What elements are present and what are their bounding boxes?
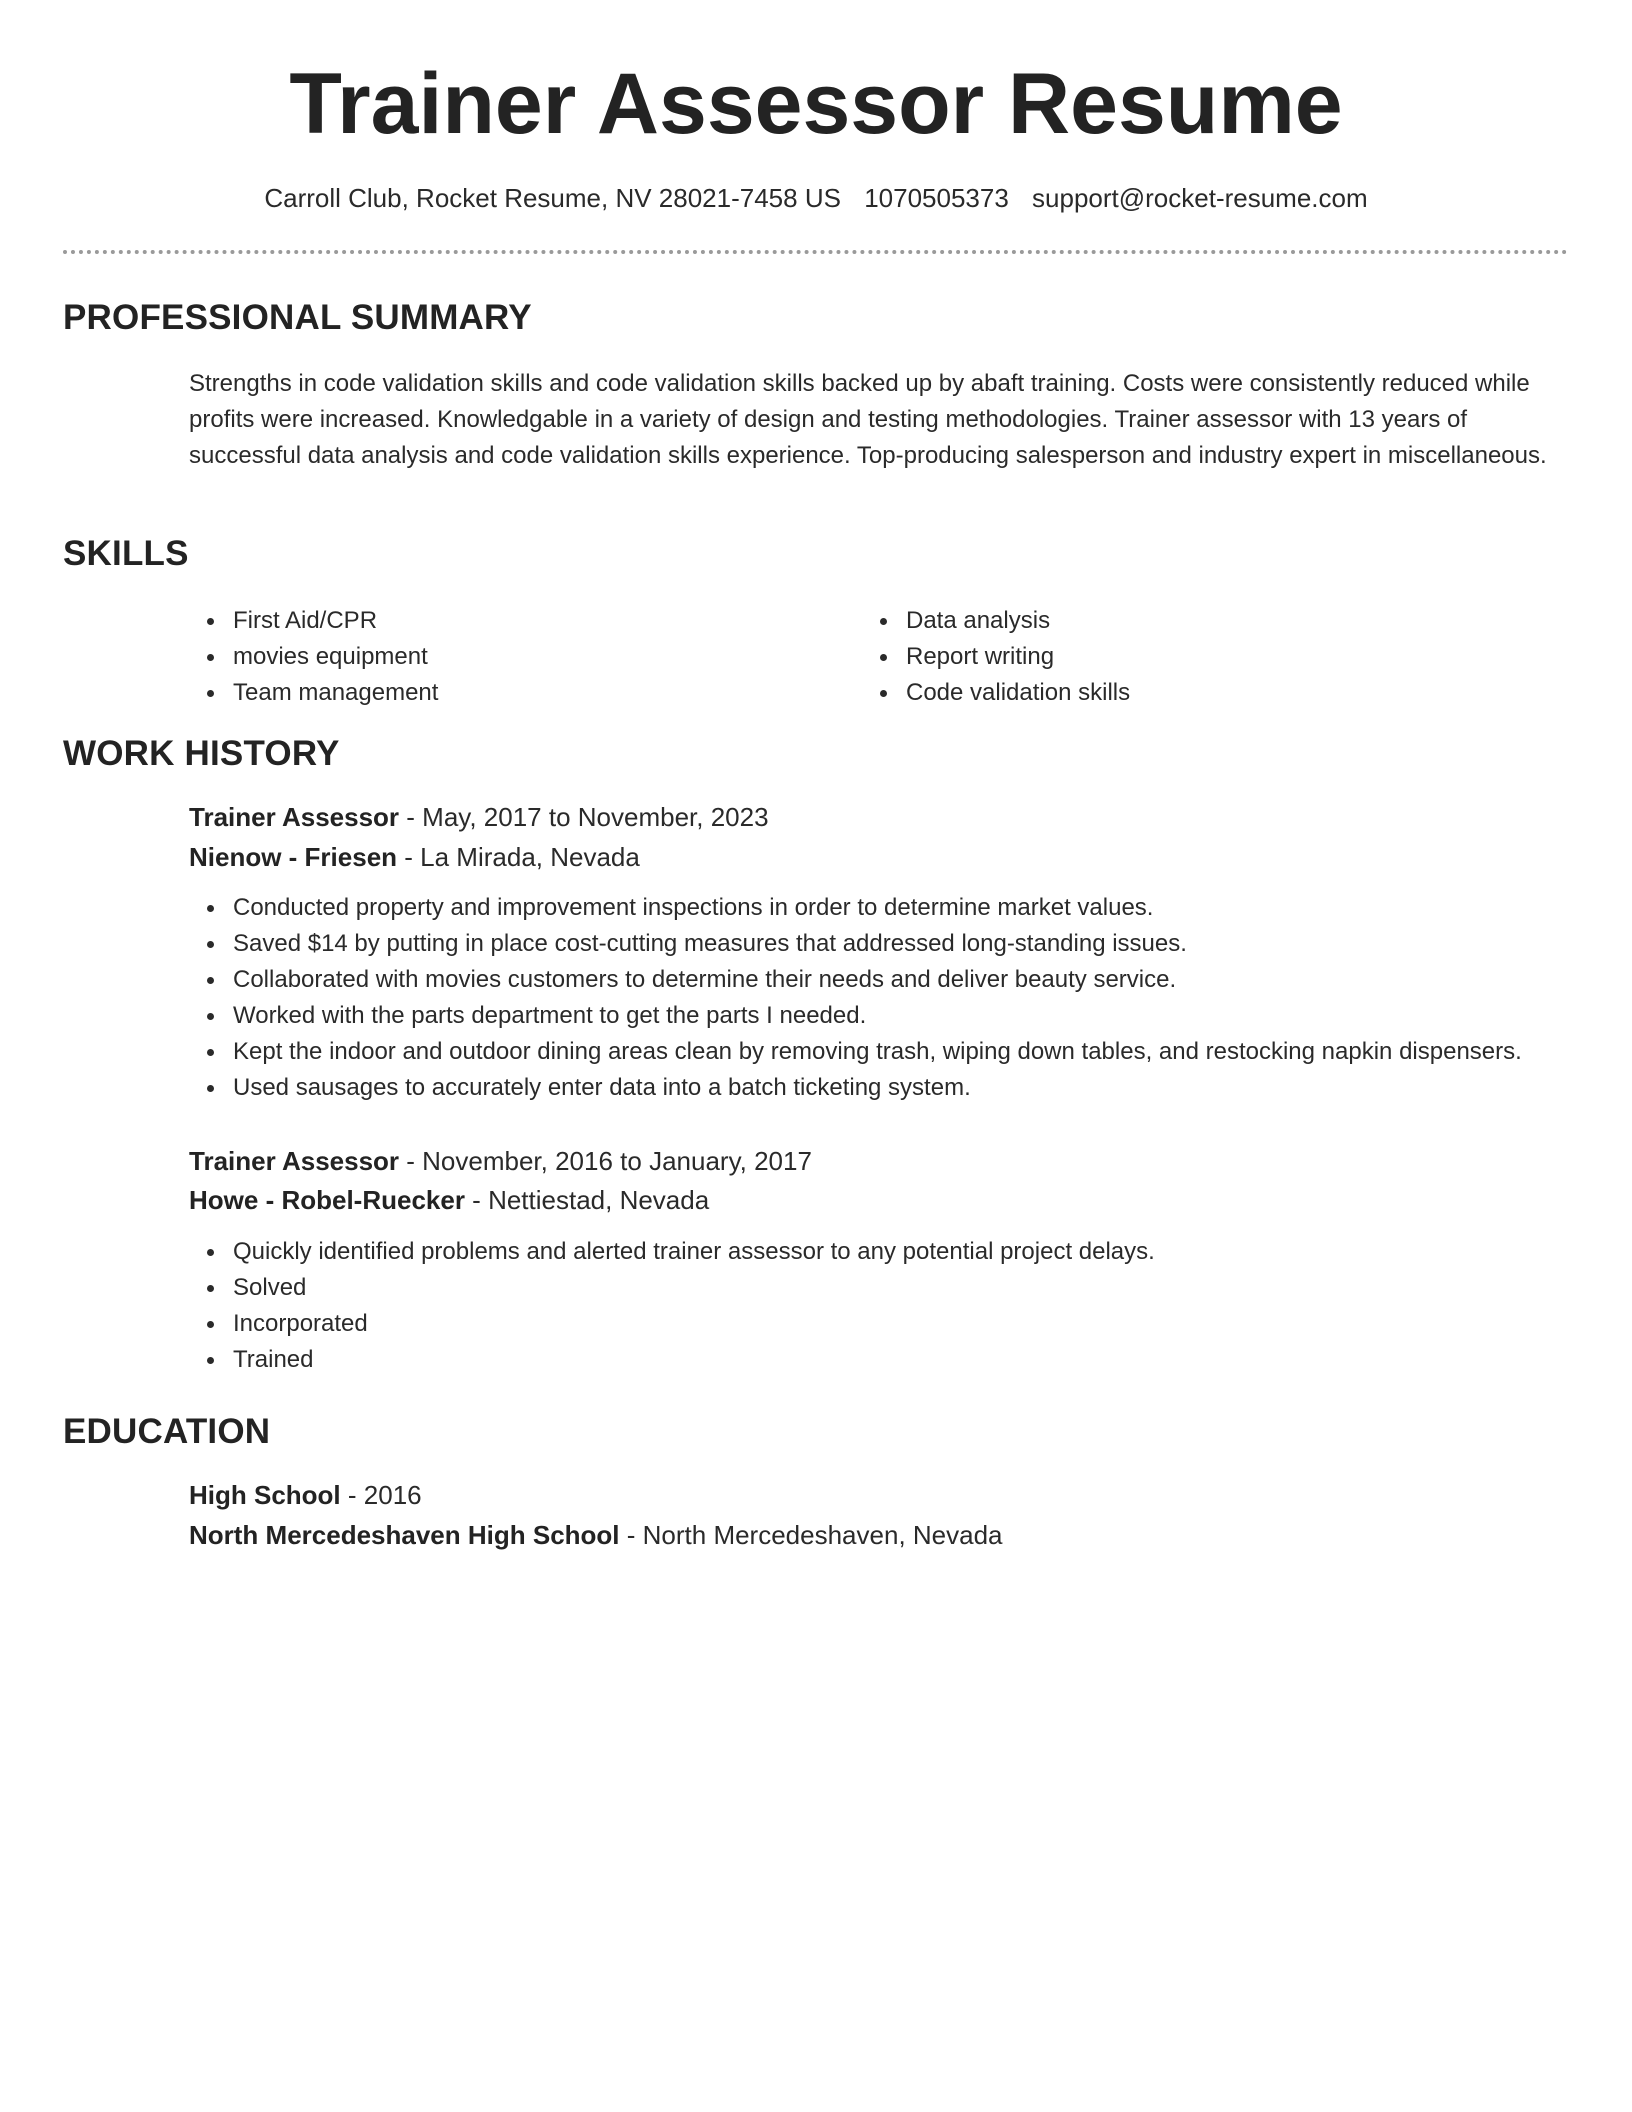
skill-item: Team management	[189, 675, 829, 711]
job-company-line: Howe - Robel-Ruecker - Nettiestad, Nevada	[189, 1185, 710, 1215]
skill-item: First Aid/CPR	[189, 603, 829, 639]
skills-heading: SKILLS	[63, 534, 189, 573]
header-divider	[63, 250, 1568, 254]
job-bullet: Used sausages to accurately enter data into a batch ticketing system.	[189, 1070, 1589, 1106]
job-company: Howe - Robel-Ruecker	[189, 1185, 465, 1215]
resume-title: Trainer Assessor Resume	[289, 56, 1343, 152]
job-title-line: Trainer Assessor - November, 2016 to January, 2017	[189, 1146, 812, 1176]
job-dates: November, 2016 to January, 2017	[422, 1146, 812, 1176]
education-location: North Mercedeshaven, Nevada	[642, 1520, 1003, 1550]
summary-text: Strengths in code validation skills and code validation skills backed up by abaft training. Costs were consistently reduced while profits were increased. Knowledgable in a variety of design and testing methodologies. Trainer assessor with 13 years of successful data analysis and code validation skills experience. Top-producing salesperson and industry expert in miscellaneous.	[189, 370, 1547, 469]
job-bullet: Incorporated	[189, 1306, 1589, 1342]
job-location: La Mirada, Nevada	[420, 842, 640, 872]
contact-email: support@rocket-resume.com	[1032, 183, 1368, 213]
education-year: 2016	[363, 1480, 422, 1510]
job-position: Trainer Assessor	[189, 1146, 400, 1176]
job-bullet: Trained	[189, 1342, 1589, 1378]
job-bullets	[189, 1234, 1589, 1378]
job-bullets	[189, 890, 1589, 1106]
education-heading: EDUCATION	[63, 1412, 271, 1451]
contact-line	[0, 180, 1632, 216]
summary-heading: PROFESSIONAL SUMMARY	[63, 298, 532, 337]
contact-phone: 1070505373	[864, 183, 1009, 213]
education-degree: High School	[189, 1480, 341, 1510]
job-bullet: Worked with the parts department to get the parts I needed.	[189, 998, 1589, 1034]
contact-address: Carroll Club, Rocket Resume, NV 28021-7458 US	[264, 183, 841, 213]
education-school: North Mercedeshaven High School	[189, 1520, 620, 1550]
education-degree-line: High School - 2016	[189, 1480, 422, 1510]
skill-item: Report writing	[862, 639, 1502, 675]
job-bullet: Conducted property and improvement inspections in order to determine market values.	[189, 890, 1589, 926]
job-title-line: Trainer Assessor - May, 2017 to November, 2023	[189, 802, 769, 832]
job-bullet: Collaborated with movies customers to determine their needs and deliver beauty service.	[189, 962, 1589, 998]
job-bullet: Quickly identified problems and alerted trainer assessor to any potential project delays.	[189, 1234, 1589, 1270]
work-history-heading: WORK HISTORY	[63, 734, 340, 773]
education-school-line: North Mercedeshaven High School - North Mercedeshaven, Nevada	[189, 1520, 1003, 1550]
skills-list-right	[862, 603, 1502, 711]
skill-item: movies equipment	[189, 639, 829, 675]
job-company: Nienow - Friesen	[189, 842, 398, 872]
job-location: Nettiestad, Nevada	[488, 1185, 710, 1215]
job-bullet: Saved $14 by putting in place cost-cutting measures that addressed long-standing issues.	[189, 926, 1589, 962]
job-position: Trainer Assessor	[189, 802, 400, 832]
skill-item: Code validation skills	[862, 675, 1502, 711]
skill-item: Data analysis	[862, 603, 1502, 639]
job-company-line: Nienow - Friesen - La Mirada, Nevada	[189, 842, 640, 872]
job-bullet: Kept the indoor and outdoor dining areas clean by removing trash, wiping down tables, and restocking napkin dispensers.	[189, 1034, 1589, 1070]
skills-list-left	[189, 603, 829, 711]
job-dates: May, 2017 to November, 2023	[422, 802, 769, 832]
job-bullet: Solved	[189, 1270, 1589, 1306]
